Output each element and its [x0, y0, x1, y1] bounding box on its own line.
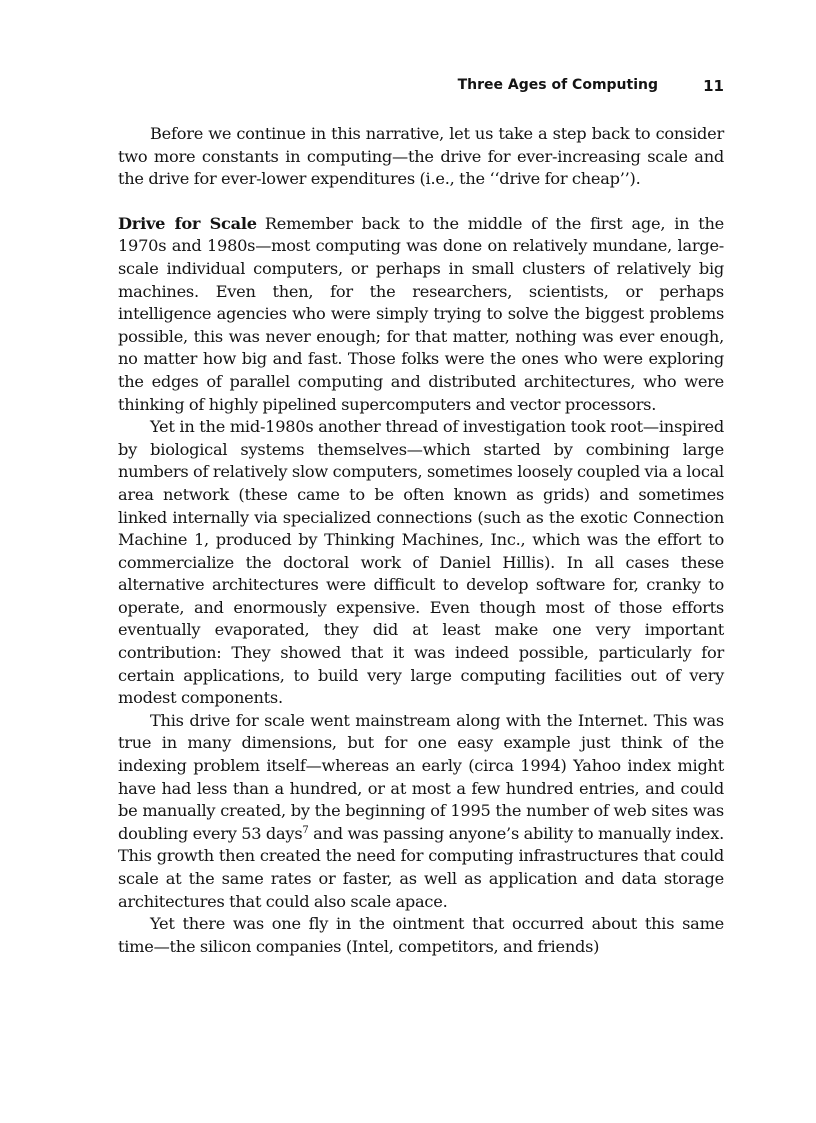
body-text [118, 123, 724, 958]
paragraph-drive-for-scale [118, 213, 724, 416]
paragraph-text: This drive for scale went mainstream along with the Internet. This was true in many dimensions, but for one easy example just think of the indexing problem itself—whereas an early (circa 1994) Yahoo index might have had less than a hundred, or at most a few hundred entries, and could be manually created, by the beginning of 1995 the number of web sites was doubling every 53 days [118, 710, 724, 843]
running-head [118, 77, 724, 97]
paragraph-mainstream [118, 710, 724, 913]
paragraph-intro: Before we continue in this narrative, let us take a step back to consider two more constants in computing—the drive for ever-increasing scale and the drive for ever-lower expenditures (i.e., the ‘‘drive for cheap’’). [118, 124, 724, 189]
paragraph-text: and was passing anyone’s ability to manually index. This growth then created the need for computing infrastructures that could scale at the same rates or faster, as well as application and data storage architectures that could also scale apace. [118, 823, 724, 911]
paragraph-text: Remember back to the middle of the first age, in the 1970s and 1980s—most computing was done on relatively mundane, large-scale individual computers, or perhaps in small clusters of relatively big machines. Even then, for the researchers, scientists, or perhaps intelligence agencies who were simply trying to solve the biggest problems possible, this was never enough; for that matter, nothing was ever enough, no matter how big and fast. Those folks were the ones who were exploring the edges of parallel computing and distributed architectures, who were thinking of highly pipelined supercomputers and vector processors. [118, 213, 724, 414]
running-title: Three Ages of Computing [457, 77, 658, 93]
page-number: 11 [703, 77, 724, 95]
paragraph-mid-1980s: Yet in the mid-1980s another thread of investigation took root—inspired by biological systems themselves—which started by combining large numbers of relatively slow computers, sometimes loosely coupled via a local area network (these came to be often known as grids) and sometimes linked internally via specialized connections (such as the exotic Connection Machine 1, produced by Thinking Machines, Inc., which was the effort to commercialize the doctoral work of Daniel Hillis). In all cases these alternative architectures were difficult to develop software for, cranky to operate, and enormously expensive. Even though most of those efforts eventually evaporated, they did at least make one very important contribution: They showed that it was indeed possible, particularly for certain applications, to build very large computing facilities out of very modest components. [118, 417, 724, 708]
section-heading: Drive for Scale [118, 213, 257, 233]
footnote-reference: 7 [302, 824, 309, 836]
paragraph-fly-in-ointment: Yet there was one fly in the ointment that occurred about this same time—the silicon companies (Intel, competitors, and friends) [118, 914, 724, 956]
